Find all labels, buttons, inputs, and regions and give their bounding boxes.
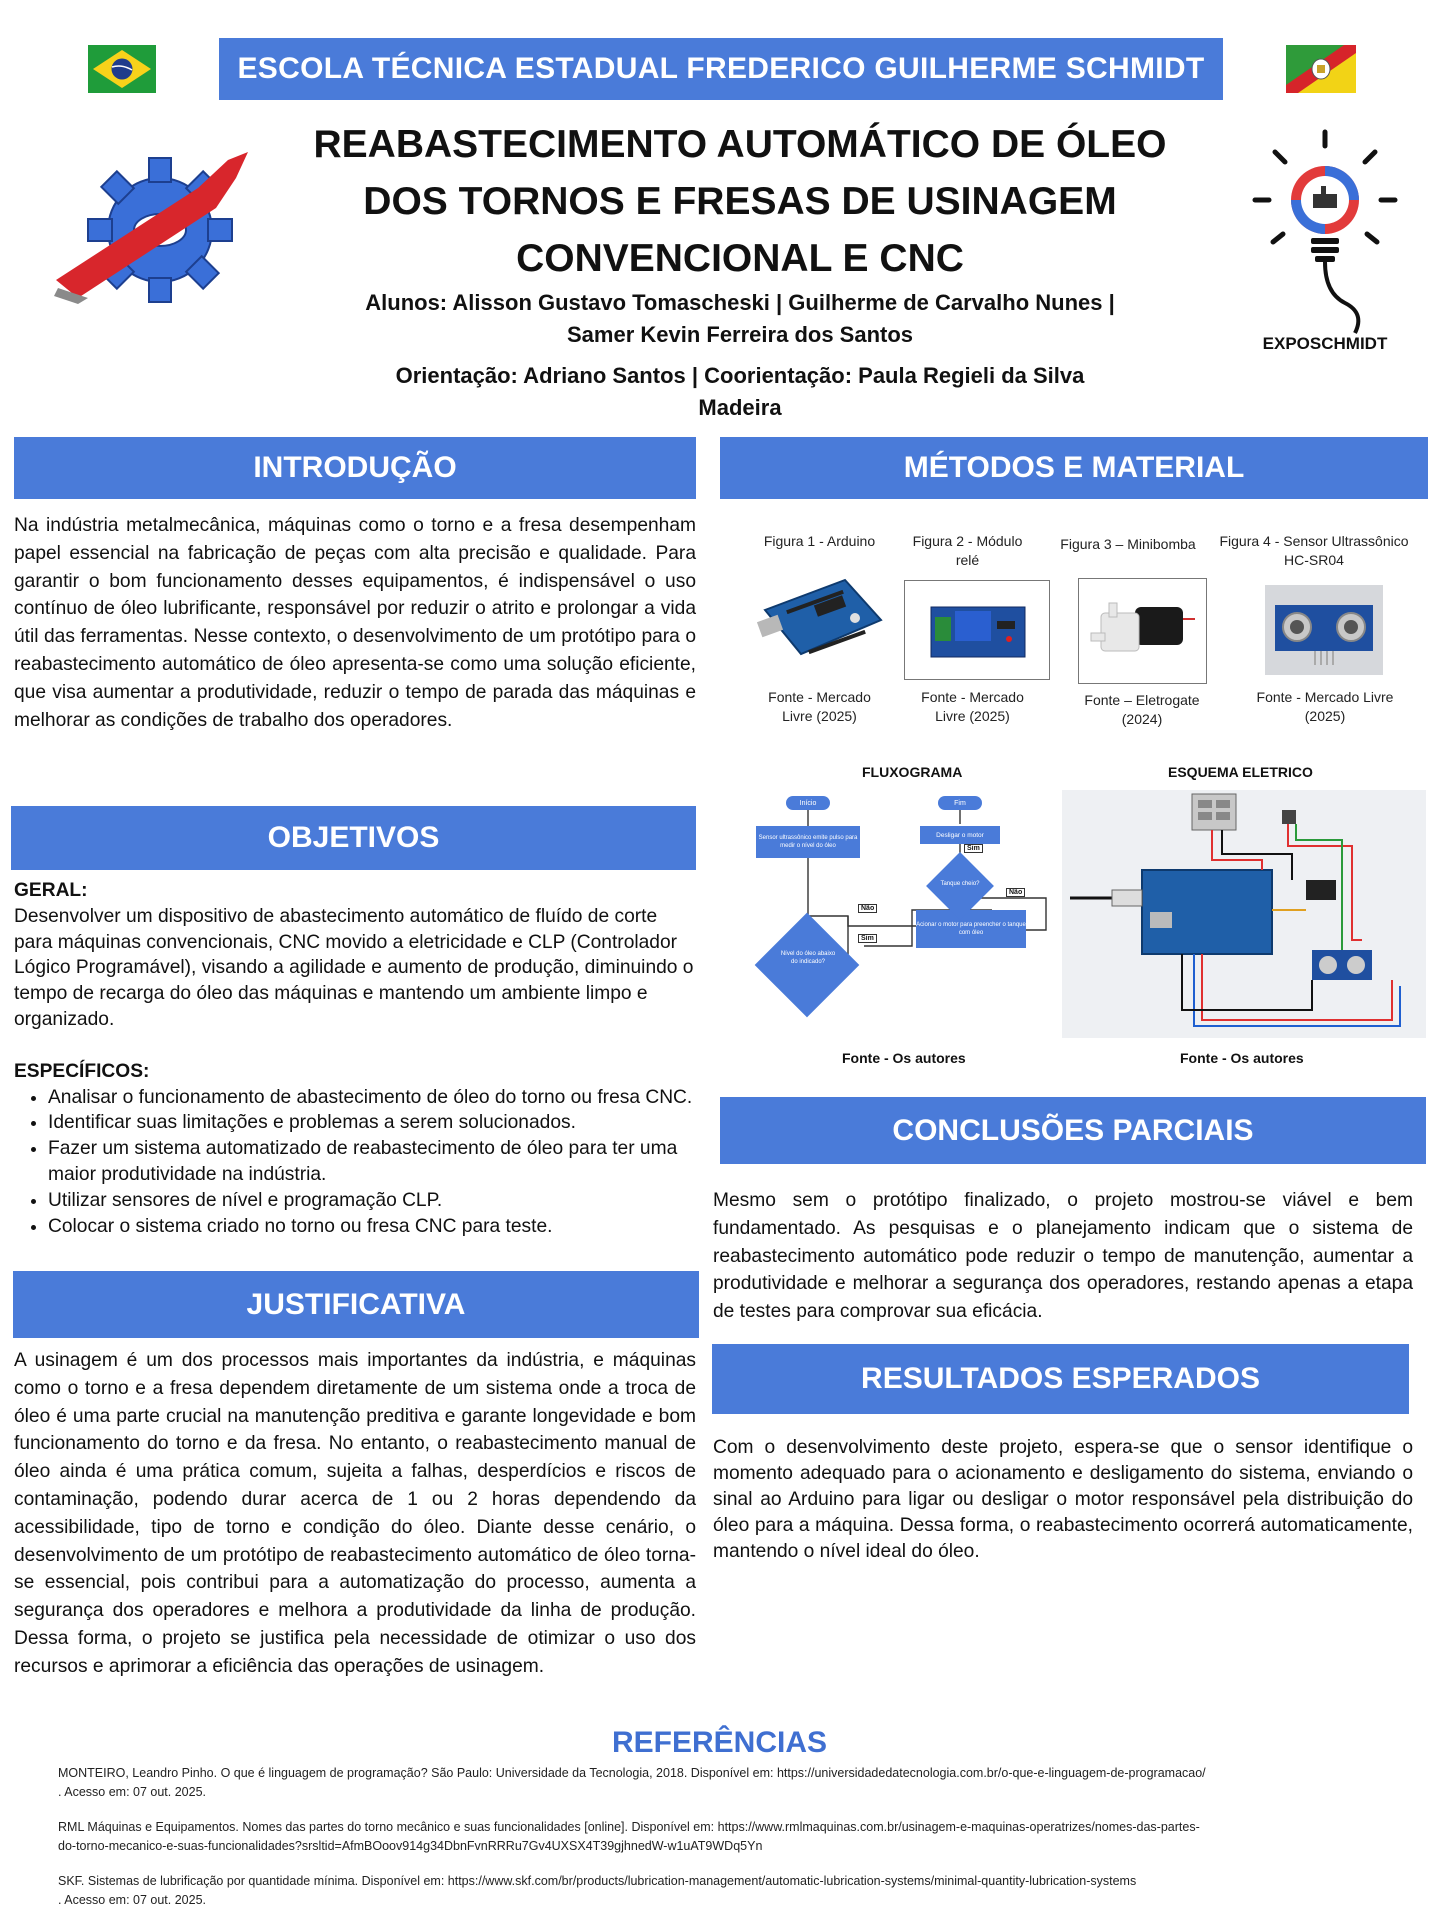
figure-1-source: Fonte - Mercado Livre (2025) (768, 689, 871, 724)
flow-no-2: Não (1006, 888, 1025, 897)
conclusions-text: Mesmo sem o protótipo finalizado, o projeto mostrou-se viável e bem fundamentado. As pesquisas e o planejamento indicam que o sistema de reabastecimento automático pode reduzir o tempo de manutenção, aumentar a produtividade e melhorar a segurança dos operadores, restando apenas a etapa de testes para comprovar sua eficácia. (713, 1190, 1413, 1323)
authors: Alunos: Alisson Gustavo Tomascheski | Guilherme de Carvalho Nunes | Samer Kevin Ferreira dos Santos (365, 290, 1115, 347)
schematic-title: ESQUEMA ELETRICO (1168, 764, 1313, 780)
figure-4-source: Fonte - Mercado Livre (2025) (1256, 689, 1394, 724)
brazil-flag-icon (88, 45, 156, 93)
schematic-source: Fonte - Os autores (1180, 1050, 1304, 1066)
school-name-banner: ESCOLA TÉCNICA ESTADUAL FREDERICO GUILHERME SCHMIDT (219, 38, 1223, 100)
rio-grande-do-sul-flag-icon (1286, 45, 1356, 93)
section-heading-conclusoes: CONCLUSÕES PARCIAIS (720, 1097, 1426, 1164)
flow-end: Fim (938, 796, 982, 810)
flow-level-decision: Nível do óleo abaixo do indicado? (756, 914, 860, 1018)
list-item: • Identificar suas limitações e problemas a serem solucionados. (48, 1110, 696, 1136)
flow-no-1: Não (858, 904, 877, 913)
justification-text: A usinagem é um dos processos mais importantes da indústria, e máquinas como o torno e a fresa dependem diretamente de um sistema onde a troca de óleo é uma parte crucial na manutenção preditiva e garante longevidade e bom funcionamento do torno e da fresa. No entanto, o reabastecimento manual de óleo ainda é uma prática comum, sujeita a falhas, desperdícios e riscos de contaminação, podendo durar acerca de 1 ou 2 horas dependendo da acessibilidade, tipo de torno e condição do óleo. Diante desse cenário, o desenvolvimento de um protótipo de reabastecimento automático de óleo torna-se essencial, pois contribui para a automatização do processo, aumenta a segurança dos operadores e melhora a produtividade da linha de produção. Dessa forma, o projeto se justifica pela necessidade de otimizar o uso dos recursos e aprimorar a eficiência das operações de usinagem. (14, 1350, 696, 1677)
list-item: • Utilizar sensores de nível e programação CLP. (48, 1188, 696, 1214)
figure-4-caption: Figura 4 - Sensor Ultrassônico HC-SR04 (1219, 533, 1409, 568)
section-heading-introducao: INTRODUÇÃO (14, 437, 696, 499)
objectives-specific-list (14, 1085, 696, 1240)
section-heading-resultados: RESULTADOS ESPERADOS (712, 1344, 1409, 1414)
objectives-body (14, 878, 696, 1239)
section-heading-objetivos: OBJETIVOS (11, 806, 696, 870)
flow-stop-motor: Desligar o motor (920, 826, 1000, 844)
objectives-specific-label: ESPECÍFICOS: (14, 1060, 150, 1082)
flow-sensor-step: Sensor ultrassônico emite pulso para medir o nível do óleo (756, 826, 860, 858)
relay-module-image-frame (904, 580, 1050, 680)
figure-3-caption: Figura 3 – Minibomba (1060, 536, 1196, 552)
reference-item: RML Máquinas e Equipamentos. Nomes das partes do torno mecânico e suas funcionalidades [online]. Disponível em: https://www.rmlmaquinas.com.br/usinagem-e-maquinas-operatrizes/nomes-das-partes- do-torno-mecanico-e-suas-funcionalidades?srsltid=AfmBOoov914g34DbnFvnRRRu7Gv4UXSX4T39gjhnedW-w1uAT9WDq5Yn (58, 1820, 1200, 1853)
list-item: • Fazer um sistema automatizado de reabastecimento de óleo para ter uma maior produtividade na indústria. (48, 1136, 696, 1188)
flowchart-diagram (752, 786, 1056, 1026)
results-text: Com o desenvolvimento deste projeto, espera-se que o sensor identifique o momento adequado para o acionamento e desligamento do sistema, enviando o sinal ao Arduino para ligar ou desligar o motor responsável pela distribuição do óleo para a máquina. Dessa forma, o reabastecimento ocorrerá automaticamente, mantendo o nível ideal do óleo. (713, 1437, 1413, 1562)
flowchart-source: Fonte - Os autores (842, 1050, 966, 1066)
ultrasonic-sensor-image (1265, 585, 1383, 675)
flow-full-decision: Tanque cheio? (926, 852, 994, 920)
list-item: • Colocar o sistema criado no torno ou fresa CNC para teste. (48, 1214, 696, 1240)
references-heading: REFERÊNCIAS (612, 1726, 828, 1759)
objectives-general-text: Desenvolver um dispositivo de abastecimento automático de fluído de corte para máquinas convencionais, CNC movido a eletricidade e CLP (Controlador Lógico Programável), visando a agilidade e aumento de produção, diminuindo o tempo de recarga do óleo das máquinas e mantendo um ambiente limpo e organizado. (14, 905, 694, 1030)
exposchmidt-label: EXPOSCHMIDT (1262, 334, 1388, 353)
arduino-board-image (755, 570, 887, 670)
mini-pump-image (1079, 579, 1206, 683)
flowchart-title: FLUXOGRAMA (862, 764, 963, 780)
references-list (58, 1764, 1398, 1910)
exposchmidt-lightbulb-logo (1245, 128, 1405, 348)
flow-yes-2: Sim (964, 844, 983, 853)
section-heading-metodos: MÉTODOS E MATERIAL (720, 437, 1428, 499)
figure-1-caption: Figura 1 - Arduino (763, 533, 876, 549)
figure-2-source: Fonte - Mercado Livre (2025) (921, 689, 1024, 724)
reference-item: MONTEIRO, Leandro Pinho. O que é linguagem de programação? São Paulo: Universidade da Tecnologia, 2018. Disponível em: https://universidadedatecnologia.com.br/o-que-e-linguagem-de-programacao/ . Acesso em: 07 out. 2025. (58, 1766, 1206, 1799)
mini-pump-image-frame (1078, 578, 1207, 684)
reference-item: SKF. Sistemas de lubrificação por quantidade mínima. Disponível em: https://www.skf.com/br/products/lubrication-management/automatic-lubrication-systems/minimal-quantity-lubrication-systems . Acesso em: 07 out. 2025. (58, 1874, 1137, 1907)
flow-yes-1: Sim (858, 934, 877, 943)
figure-3-source: Fonte – Eletrogate (2024) (1084, 692, 1200, 727)
figure-2-caption: Figura 2 - Módulo relé (912, 533, 1023, 568)
list-item: • Analisar o funcionamento de abastecimento de óleo do torno ou fresa CNC. (48, 1085, 696, 1111)
intro-text: Na indústria metalmecânica, máquinas como o torno e a fresa desempenham papel essencial na fabricação de peças com alta precisão e qualidade. Para garantir o bom funcionamento desses equipamentos, é indispensável o uso contínuo de óleo lubrificante, responsável por reduzir o atrito e prolongar a vida útil das ferramentas. Nesse contexto, o desenvolvimento de um protótipo para o reabastecimento automático de óleo apresenta-se como uma solução eficiente, que visa aumentar a produtividade, reduzir o tempo de parada das máquinas e melhorar as condições de trabalho dos operadores. (14, 515, 696, 731)
relay-module-image (905, 581, 1049, 679)
advisors: Orientação: Adriano Santos | Coorientação: Paula Regieli da Silva Madeira (395, 363, 1085, 420)
school-gear-logo (48, 148, 278, 308)
poster-title: REABASTECIMENTO AUTOMÁTICO DE ÓLEO DOS TORNOS E FRESAS DE USINAGEM CONVENCIONAL E CNC (313, 123, 1167, 280)
electrical-schematic-diagram (1062, 790, 1426, 1038)
objectives-general-label: GERAL: (14, 880, 88, 901)
flow-start: Início (786, 796, 830, 810)
section-heading-justificativa: JUSTIFICATIVA (13, 1271, 699, 1338)
flow-action-motor: Acionar o motor para preencher o tanque com óleo (916, 910, 1026, 948)
